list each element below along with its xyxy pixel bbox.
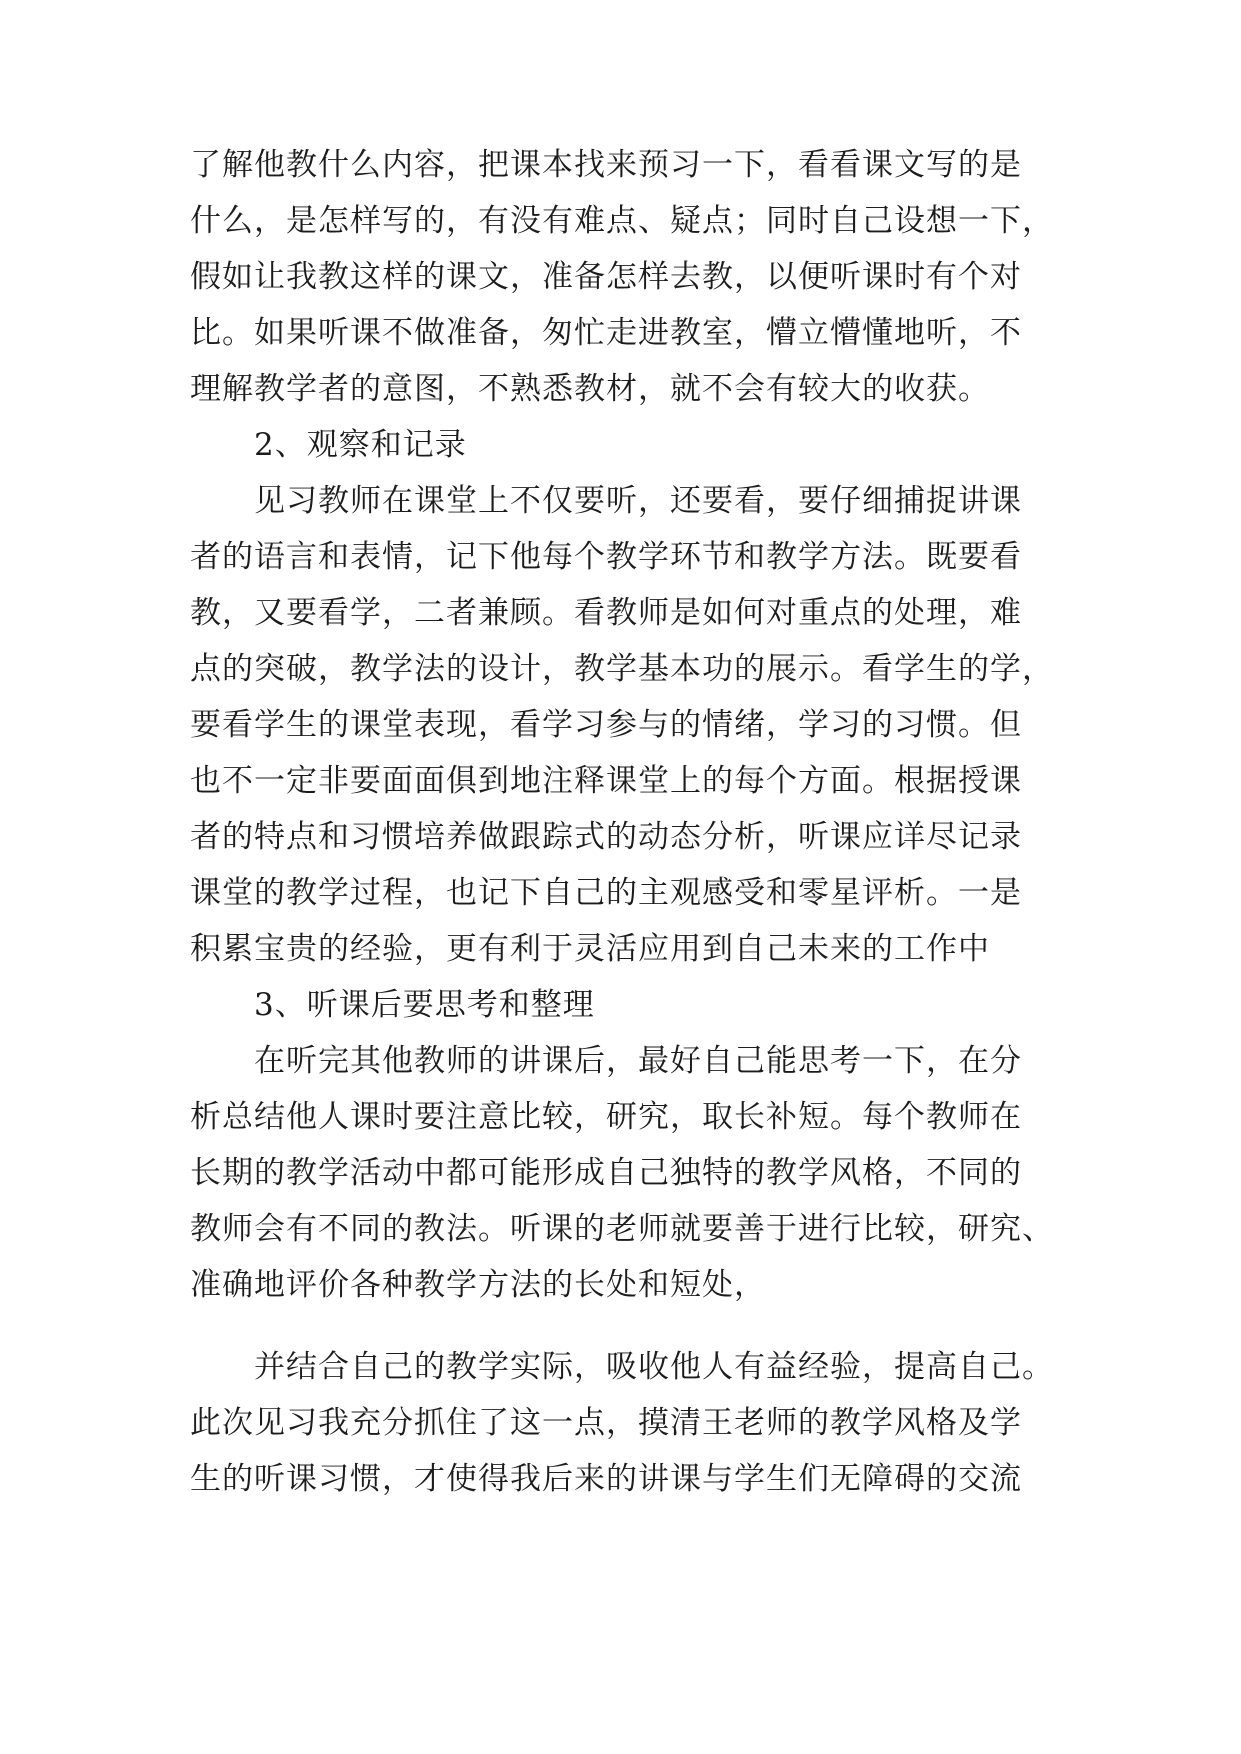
section-heading: 3、听课后要思考和整理 bbox=[254, 987, 595, 1023]
paragraph-line: 在听完其他教师的讲课后，最好自己能思考一下，在分 bbox=[254, 1043, 1022, 1079]
paragraph-line: 长期的教学活动中都可能形成自己独特的教学风格，不同的 bbox=[190, 1155, 1022, 1191]
section-heading: 2、观察和记录 bbox=[254, 427, 467, 463]
paragraph-line: 此次见习我充分抓住了这一点，摸清王老师的教学风格及学 bbox=[190, 1405, 1022, 1441]
paragraph-line: 要看学生的课堂表现，看学习参与的情绪，学习的习惯。但 bbox=[190, 707, 1022, 743]
paragraph-line: 积累宝贵的经验，更有利于灵活应用到自己未来的工作中 bbox=[190, 931, 990, 967]
paragraph-line: 比。如果听课不做准备，匆忙走进教室，懵立懵懂地听，不 bbox=[190, 315, 1022, 351]
paragraph-line: 也不一定非要面面俱到地注释课堂上的每个方面。根据授课 bbox=[190, 763, 1022, 799]
paragraph-line: 理解教学者的意图，不熟悉教材，就不会有较大的收获。 bbox=[190, 371, 990, 407]
paragraph-line: 见习教师在课堂上不仅要听，还要看，要仔细捕捉讲课 bbox=[254, 483, 1022, 519]
paragraph-line: 析总结他人课时要注意比较，研究，取长补短。每个教师在 bbox=[190, 1099, 1022, 1135]
paragraph-line: 教师会有不同的教法。听课的老师就要善于进行比较，研究、 bbox=[190, 1211, 1054, 1247]
paragraph-line: 者的语言和表情，记下他每个教学环节和教学方法。既要看 bbox=[190, 539, 1022, 575]
paragraph-line: 并结合自己的教学实际，吸收他人有益经验，提高自己。 bbox=[254, 1349, 1054, 1385]
paragraph-line: 点的突破，教学法的设计，教学基本功的展示。看学生的学， bbox=[190, 651, 1054, 687]
paragraph-line: 课堂的教学过程，也记下自己的主观感受和零星评析。一是 bbox=[190, 875, 1022, 911]
paragraph-line: 生的听课习惯，才使得我后来的讲课与学生们无障碍的交流 bbox=[190, 1461, 1022, 1497]
paragraph-line: 了解他教什么内容，把课本找来预习一下，看看课文写的是 bbox=[190, 147, 1022, 183]
paragraph-line: 者的特点和习惯培养做跟踪式的动态分析，听课应详尽记录 bbox=[190, 819, 1022, 855]
paragraph-line: 准确地评价各种教学方法的长处和短处， bbox=[190, 1267, 766, 1303]
paragraph-line: 什么，是怎样写的，有没有难点、疑点；同时自己设想一下， bbox=[190, 203, 1054, 239]
paragraph-line: 假如让我教这样的课文，准备怎样去教，以便听课时有个对 bbox=[190, 259, 1022, 295]
paragraph-line: 教，又要看学，二者兼顾。看教师是如何对重点的处理，难 bbox=[190, 595, 1022, 631]
